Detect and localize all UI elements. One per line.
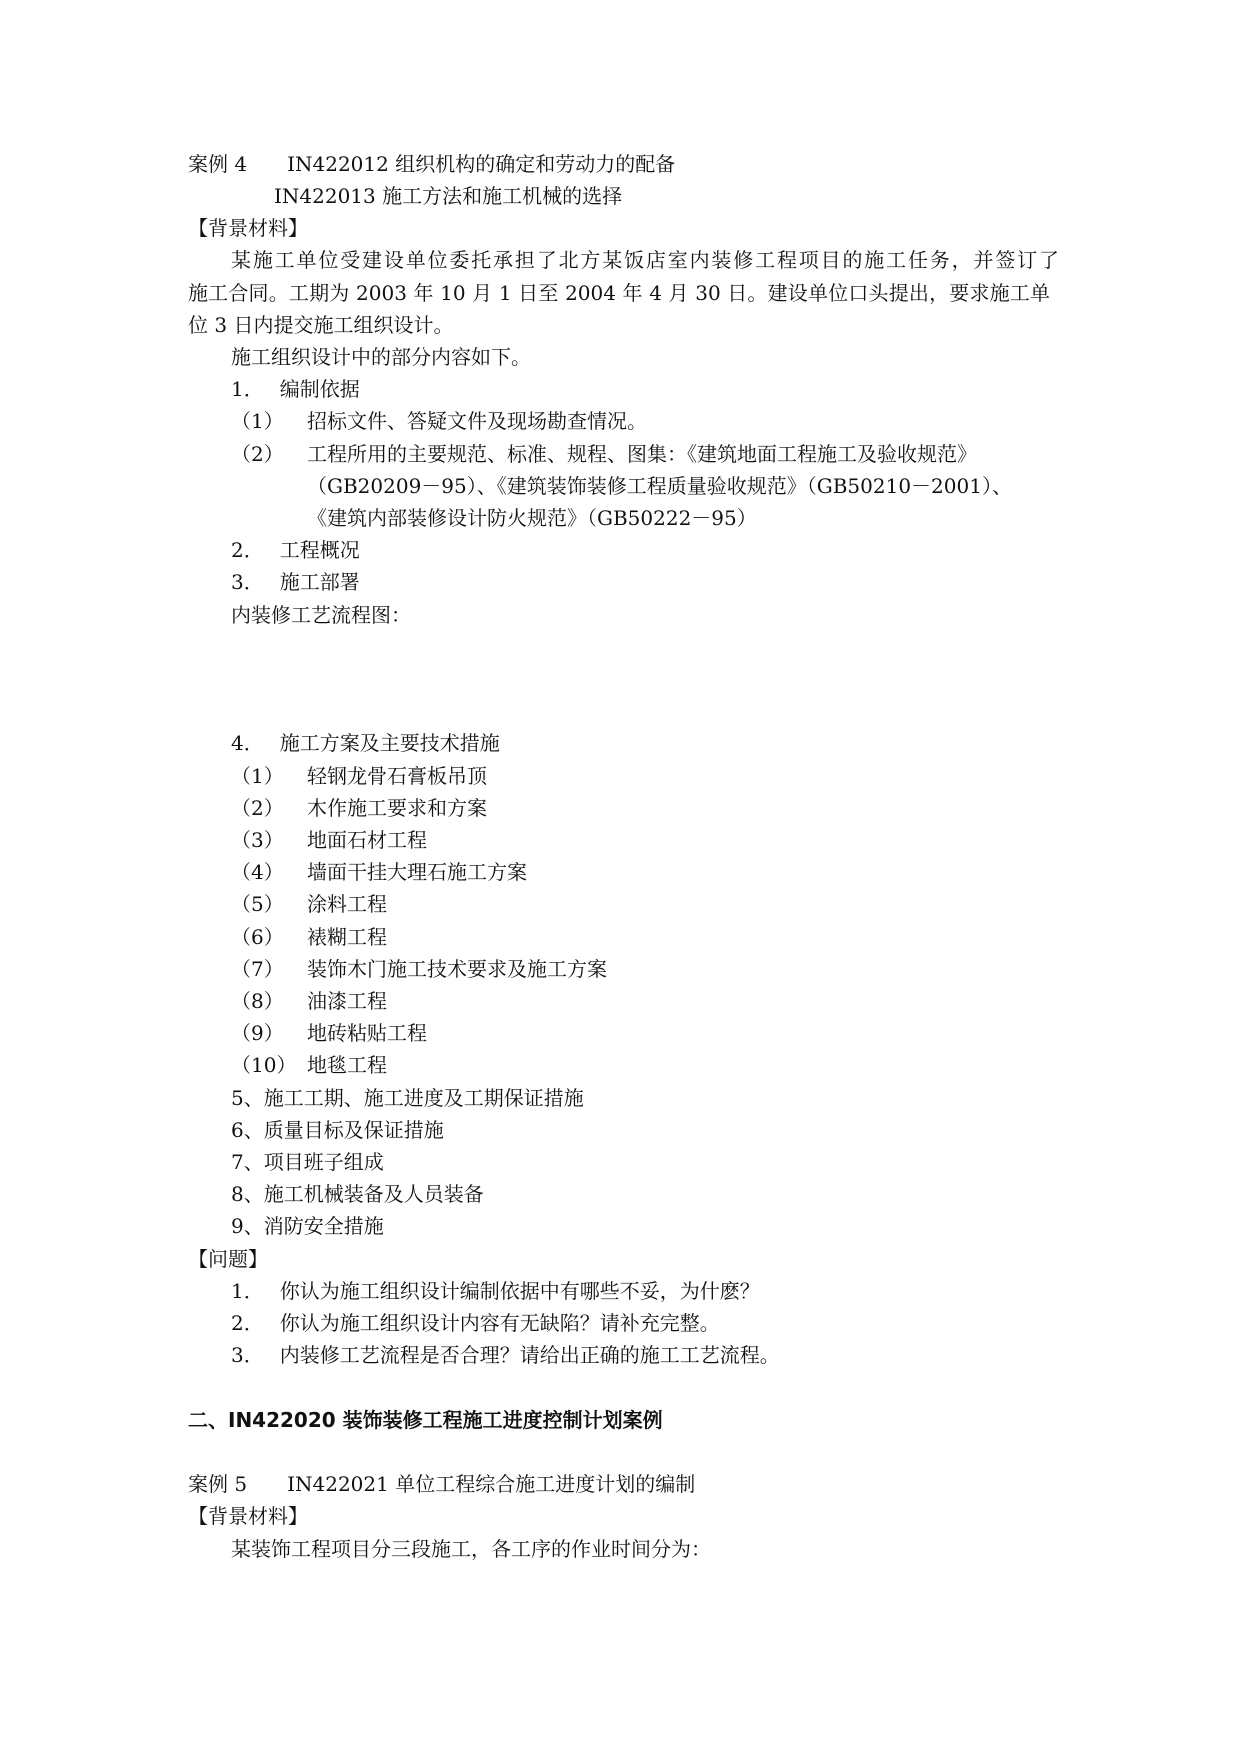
item-4-sub-6 xyxy=(231,923,387,951)
item-1-number: 1． xyxy=(231,377,264,401)
question-1 xyxy=(231,1277,760,1305)
case4-title-line-2 xyxy=(274,182,622,210)
background-heading: 【背景材料】 xyxy=(188,216,308,240)
question-text: 你认为施工组织设计内容有无缺陷？请补充完整。 xyxy=(279,1311,720,1335)
flow-chart-label: 内装修工艺流程图： xyxy=(231,603,411,627)
item-4-sub-text: 涂料工程 xyxy=(307,892,387,916)
item-4 xyxy=(231,729,500,757)
item-3-number: 3． xyxy=(231,570,264,594)
item-1-sub-2-cont-1: （GB20209－95）、《建筑装饰装修工程质量验收规范》（GB50210－2001）、 xyxy=(307,474,1012,498)
item-1-sub-2-text: 工程所用的主要规范、标准、规程、图集：《建筑地面工程施工及验收规范》 xyxy=(307,442,977,466)
item-2-number: 2． xyxy=(231,538,264,562)
item-4-sub-number: （9） xyxy=(231,1021,284,1045)
item-4-sub-number: （10） xyxy=(231,1053,297,1077)
item-2-text: 工程概况 xyxy=(279,538,360,562)
item-9: 9、消防安全措施 xyxy=(231,1214,384,1238)
item-4-sub-3 xyxy=(231,826,427,854)
section-2-heading: 二、IN422020 装饰装修工程施工进度控制计划案例 xyxy=(188,1408,663,1432)
item-4-sub-number: （1） xyxy=(231,764,284,788)
item-4-sub-text: 墙面干挂大理石施工方案 xyxy=(307,860,527,884)
item-1-sub-2-number: （2） xyxy=(231,442,284,466)
item-7: 7、项目班子组成 xyxy=(231,1150,384,1174)
item-1 xyxy=(231,375,360,403)
item-4-sub-5 xyxy=(231,890,387,918)
item-4-sub-number: （7） xyxy=(231,957,284,981)
item-4-sub-text: 地面石材工程 xyxy=(307,828,427,852)
item-4-sub-number: （6） xyxy=(231,925,284,949)
background-heading-2: 【背景材料】 xyxy=(188,1504,308,1528)
item-4-sub-9 xyxy=(231,1019,427,1047)
case5-title-line xyxy=(188,1470,695,1498)
case5-paragraph: 某装饰工程项目分三段施工，各工序的作业时间分为： xyxy=(231,1537,711,1561)
case4-title-1: IN422012 组织机构的确定和劳动力的配备 xyxy=(287,152,676,176)
case4-title-2: IN422013 施工方法和施工机械的选择 xyxy=(274,184,623,208)
item-4-sub-number: （2） xyxy=(231,796,284,820)
item-4-sub-2 xyxy=(231,794,487,822)
item-4-sub-text: 装饰木门施工技术要求及施工方案 xyxy=(307,957,607,981)
item-1-sub-2-cont-2: 《建筑内部装修设计防火规范》（GB50222－95） xyxy=(307,506,757,530)
item-3 xyxy=(231,568,360,596)
item-4-sub-text: 裱糊工程 xyxy=(307,925,387,949)
question-text: 你认为施工组织设计编制依据中有哪些不妥，为什麽？ xyxy=(279,1279,760,1303)
item-4-sub-text: 木作施工要求和方案 xyxy=(307,796,487,820)
case4-label: 案例 4 xyxy=(188,152,248,176)
question-number: 1． xyxy=(231,1279,264,1303)
item-1-sub-1-text: 招标文件、答疑文件及现场勘查情况。 xyxy=(307,409,647,433)
item-4-text: 施工方案及主要技术措施 xyxy=(279,731,500,755)
background-para-line-3: 位 3 日内提交施工组织设计。 xyxy=(188,313,454,337)
item-4-sub-number: （3） xyxy=(231,828,284,852)
item-4-sub-text: 轻钢龙骨石膏板吊顶 xyxy=(307,764,487,788)
item-4-sub-text: 油漆工程 xyxy=(307,989,387,1013)
case5-label: 案例 5 xyxy=(188,1472,248,1496)
item-1-sub-1 xyxy=(231,407,647,435)
item-4-sub-number: （4） xyxy=(231,860,284,884)
background-para-line-2: 施工合同。工期为 2003 年 10 月 1 日至 2004 年 4 月 30 日。建设单位口头提出，要求施工单 xyxy=(188,281,1050,305)
item-4-sub-7 xyxy=(231,955,607,983)
question-2 xyxy=(231,1309,720,1337)
questions-heading: 【问题】 xyxy=(188,1247,268,1271)
item-5: 5、施工工期、施工进度及工期保证措施 xyxy=(231,1086,584,1110)
item-8: 8、施工机械装备及人员装备 xyxy=(231,1182,484,1206)
item-1-text: 编制依据 xyxy=(279,377,360,401)
question-text: 内装修工艺流程是否合理？请给出正确的施工工艺流程。 xyxy=(279,1343,780,1367)
question-number: 2． xyxy=(231,1311,264,1335)
item-4-sub-8 xyxy=(231,987,387,1015)
item-3-text: 施工部署 xyxy=(279,570,360,594)
item-1-sub-2 xyxy=(231,440,977,468)
item-4-sub-text: 地砖粘贴工程 xyxy=(307,1021,427,1045)
item-2 xyxy=(231,536,360,564)
item-4-sub-10 xyxy=(231,1051,387,1079)
case4-title-line-1 xyxy=(188,150,675,178)
background-para-line-1: 某施工单位受建设单位委托承担了北方某饭店室内装修工程项目的施工任务，并签订了 xyxy=(231,248,1059,272)
question-number: 3． xyxy=(231,1343,264,1367)
item-4-sub-number: （5） xyxy=(231,892,284,916)
case5-title: IN422021 单位工程综合施工进度计划的编制 xyxy=(287,1472,696,1496)
item-4-sub-1 xyxy=(231,762,487,790)
item-4-sub-text: 地毯工程 xyxy=(307,1053,387,1077)
item-4-sub-number: （8） xyxy=(231,989,284,1013)
question-3 xyxy=(231,1341,780,1369)
item-1-sub-1-number: （1） xyxy=(231,409,284,433)
item-4-number: 4． xyxy=(231,731,264,755)
item-6: 6、质量目标及保证措施 xyxy=(231,1118,444,1142)
intro-text: 施工组织设计中的部分内容如下。 xyxy=(231,345,531,369)
item-4-sub-4 xyxy=(231,858,527,886)
